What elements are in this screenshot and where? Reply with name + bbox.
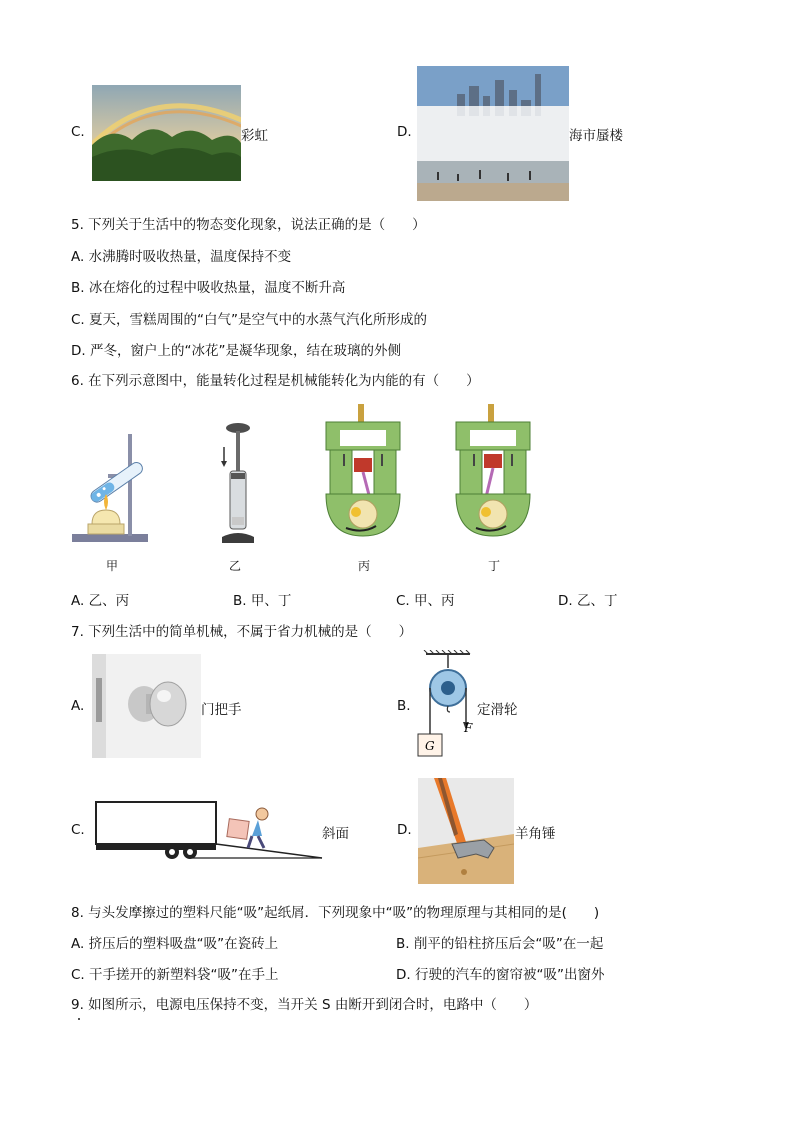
figure-label-bing: 丙 xyxy=(358,559,371,573)
q5-option-c: C. 夏天，雪糕周围的“白气”是空气中的水蒸气汽化所形成的 xyxy=(71,312,427,328)
q9-stem: 9. 如图所示，电源电压保持不变，当开关 S 由断开到闭合时，电路中（ ） xyxy=(71,997,538,1013)
q8-option-d: D. 行驶的汽车的窗帘被“吸”出窗外 xyxy=(396,967,605,983)
q7-stem: 7. 下列生活中的简单机械，不属于省力机械的是（ ） xyxy=(71,624,413,640)
q5-option-d: D. 严冬，窗户上的“冰花”是凝华现象，结在玻璃的外侧 xyxy=(71,343,401,359)
pulley-weight-label: G xyxy=(425,739,435,753)
q7-option-d-caption: 羊角锤 xyxy=(515,826,556,842)
q7-option-a-letter: A. xyxy=(71,698,85,714)
stray-dot xyxy=(78,1018,80,1020)
pulley-force-label: F xyxy=(464,721,473,735)
claw-hammer-photo xyxy=(418,778,514,884)
q8-option-b: B. 削平的铅柱挤压后会“吸”在一起 xyxy=(396,936,604,952)
q5-option-a: A. 水沸腾时吸收热量，温度保持不变 xyxy=(71,249,292,265)
fire-piston-figure xyxy=(218,421,258,545)
q4-option-c-caption: 彩虹 xyxy=(241,128,268,144)
test-tube-heating-figure xyxy=(70,428,160,544)
q5-stem: 5. 下列关于生活中的物态变化现象，说法正确的是（ ） xyxy=(71,217,426,233)
q7-option-c-letter: C. xyxy=(71,822,85,838)
q8-option-a: A. 挤压后的塑料吸盘“吸”在瓷砖上 xyxy=(71,936,279,952)
q7-option-a-caption: 门把手 xyxy=(201,702,242,718)
q6-option-c: C. 甲、丙 xyxy=(396,593,455,609)
q6-option-d: D. 乙、丁 xyxy=(558,593,618,609)
engine-stroke-figure-ding xyxy=(452,404,534,540)
q5-option-b: B. 冰在熔化的过程中吸收热量，温度不断升高 xyxy=(71,280,346,296)
q4-option-d-caption: 海市蜃楼 xyxy=(569,128,623,144)
incline-truck-figure xyxy=(92,800,324,862)
q7-option-b-caption: 定滑轮 xyxy=(477,702,518,718)
q4-option-d-letter: D. xyxy=(397,124,412,140)
engine-stroke-figure-bing xyxy=(322,404,404,540)
q8-option-c: C. 干手搓开的新塑料袋“吸”在手上 xyxy=(71,967,279,983)
door-knob-photo xyxy=(92,654,201,758)
q6-option-a: A. 乙、丙 xyxy=(71,593,130,609)
figure-label-ding: 丁 xyxy=(488,559,501,573)
figure-label-jia: 甲 xyxy=(106,559,119,573)
q7-option-d-letter: D. xyxy=(397,822,412,838)
q7-option-b-letter: B. xyxy=(397,698,411,714)
mirage-photo xyxy=(417,66,569,201)
rainbow-photo xyxy=(92,85,241,181)
q6-option-b: B. 甲、丁 xyxy=(233,593,292,609)
q7-option-c-caption: 斜面 xyxy=(322,826,349,842)
q4-option-c-letter: C. xyxy=(71,124,85,140)
q8-stem: 8. 与头发摩擦过的塑料尺能“吸”起纸屑．下列现象中“吸”的物理原理与其相同的是( ) xyxy=(71,905,600,921)
figure-label-yi: 乙 xyxy=(229,559,242,573)
fixed-pulley-figure xyxy=(416,650,478,760)
q6-stem: 6. 在下列示意图中，能量转化过程是机械能转化为内能的有（ ） xyxy=(71,373,480,389)
